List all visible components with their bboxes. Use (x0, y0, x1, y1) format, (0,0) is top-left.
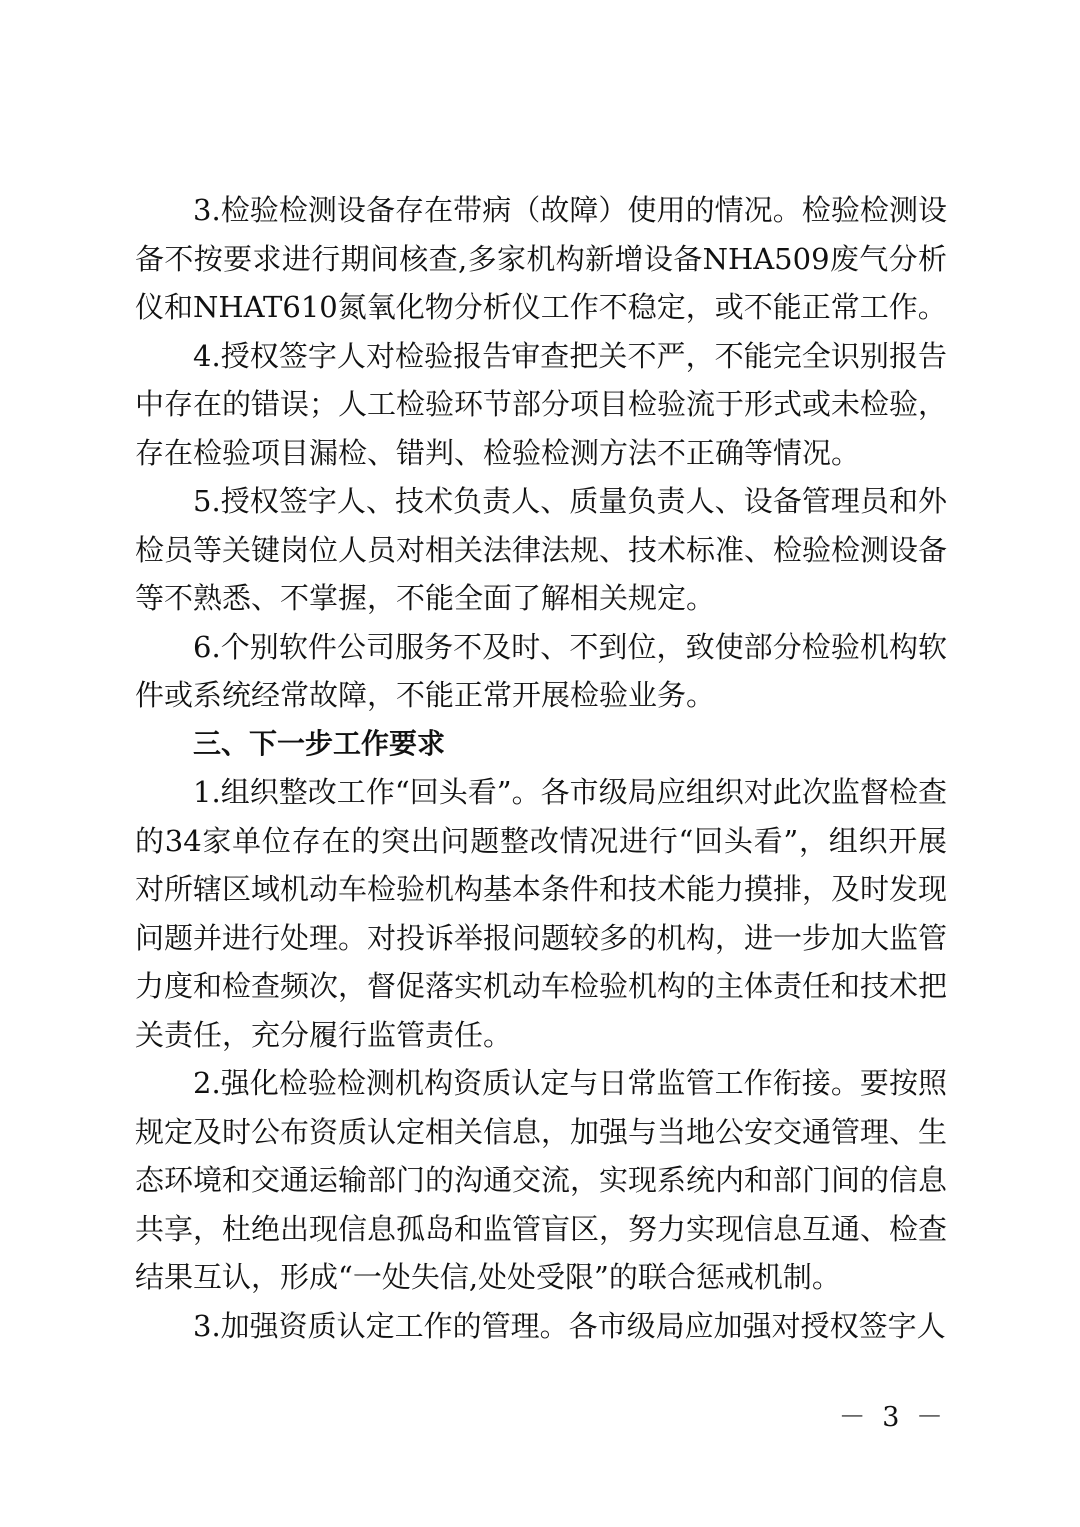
paragraph-item-5-key-personnel: 5.授权签字人、技术负责人、质量负责人、设备管理员和外检员等关键岗位人员对相关法律法规、技术标准、检验检测设备等不熟悉、不掌握，不能全面了解相关规定。 (135, 484, 948, 615)
paragraph-item-4-signatory-review: 4.授权签字人对检验报告审查把关不严，不能完全识别报告中存在的错误；人工检验环节部分项目检验流于形式或未检验，存在检验项目漏检、错判、检验检测方法不正确等情况。 (135, 338, 948, 470)
paragraph-requirement-3: 3.加强资质认定工作的管理。各市级局应加强对授权签字人 (193, 1308, 946, 1343)
paragraph-item-6-software: 6.个别软件公司服务不及时、不到位，致使部分检验机构软件或系统经常故障，不能正常开展检验业务。 (135, 629, 947, 712)
paragraph-requirement-1: 1.组织整改工作“回头看”。各市级局应组织对此次监督检查的34家单位存在的突出问题整改情况进行“回头看”，组织开展对所辖区域机动车检验机构基本条件和技术能力摸排，及时发现问题并进行处理。对投诉举报问题较多的机构，进一步加大监管力度和检查频次，督促落实机动车检验机构的主体责任和技术把关责任，充分履行监管责任。 (135, 775, 948, 1052)
body-text (135, 186, 947, 1350)
section-heading-next-steps: 三、下一步工作要求 (193, 726, 446, 760)
page-number: － 3 － (838, 1402, 947, 1433)
paragraph-item-3-equipment: 3.检验检测设备存在带病（故障）使用的情况。检验检测设备不按要求进行期间核查,多家机构新增设备NHA509废气分析仪和NHAT610氮氧化物分析仪工作不稳定，或不能正常工作。 (135, 193, 947, 324)
paragraph-requirement-2: 2.强化检验检测机构资质认定与日常监管工作衔接。要按照规定及时公布资质认定相关信息，加强与当地公安交通管理、生态环境和交通运输部门的沟通交流，实现系统内和部门间的信息共享，杜绝出现信息孤岛和监管盲区，努力实现信息互通、检查结果互认，形成“一处失信,处处受限”的联合惩戒机制。 (135, 1066, 948, 1294)
